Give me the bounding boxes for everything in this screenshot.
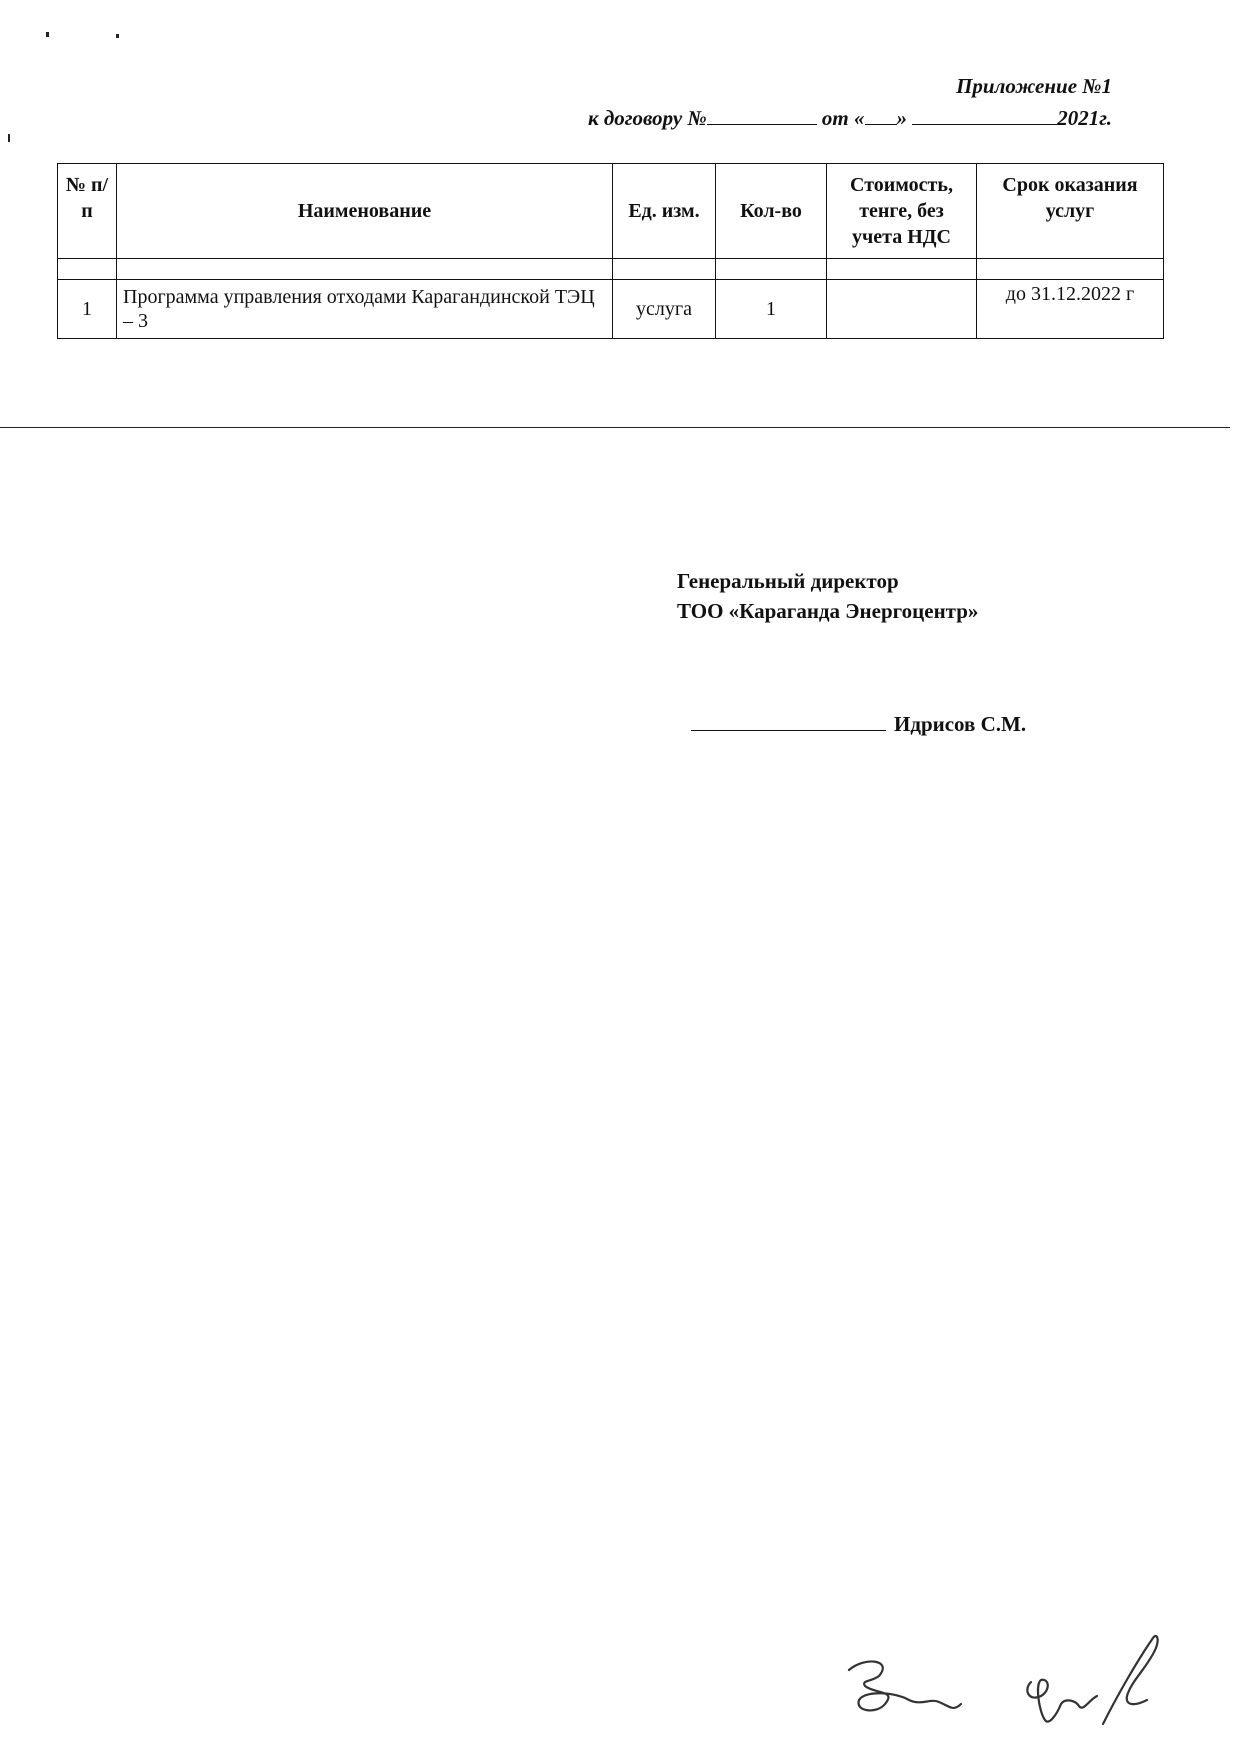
month-blank bbox=[912, 104, 1057, 125]
row-qty: 1 bbox=[716, 280, 827, 339]
header-num: № п/п bbox=[58, 164, 117, 259]
scan-speck bbox=[116, 34, 119, 38]
header-qty: Кол-во bbox=[716, 164, 827, 259]
spacer-cell bbox=[58, 259, 117, 280]
header-term: Срок оказания услуг bbox=[977, 164, 1164, 259]
table-header-row bbox=[58, 164, 1164, 259]
row-unit: услуга bbox=[613, 280, 716, 339]
signatory-name: Идрисов С.М. bbox=[894, 712, 1027, 736]
signatory-position: Генеральный директор bbox=[677, 569, 899, 593]
contract-number-blank bbox=[707, 104, 817, 125]
row-cost bbox=[827, 280, 977, 339]
scan-speck bbox=[8, 134, 10, 142]
header-unit: Ед. изм. bbox=[613, 164, 716, 259]
table-row bbox=[58, 280, 1164, 339]
divider-line bbox=[0, 427, 1230, 428]
spacer-cell bbox=[117, 259, 613, 280]
signatory-block bbox=[677, 566, 978, 626]
row-term: до 31.12.2022 г bbox=[977, 280, 1164, 339]
signature-blank bbox=[691, 710, 886, 731]
header-name: Наименование bbox=[117, 164, 613, 259]
appendix-label: Приложение №1 bbox=[956, 74, 1112, 98]
contract-prefix: к договору № bbox=[587, 106, 707, 130]
contract-year: 2021г. bbox=[1057, 106, 1112, 130]
spacer-cell bbox=[827, 259, 977, 280]
spacer-cell bbox=[613, 259, 716, 280]
scan-speck bbox=[46, 32, 49, 37]
handwritten-initials bbox=[835, 1620, 1195, 1740]
spacer-cell bbox=[977, 259, 1164, 280]
table-spacer-row bbox=[58, 259, 1164, 280]
signature-line bbox=[691, 710, 1026, 737]
header-cost: Стоимость, тенге, без учета НДС bbox=[827, 164, 977, 259]
signatory-company: ТОО «Караганда Энергоцентр» bbox=[677, 599, 979, 623]
day-blank bbox=[865, 104, 897, 125]
from-close: » bbox=[896, 106, 908, 130]
row-name: Программа управления отходами Карагандинской ТЭЦ – 3 bbox=[117, 280, 613, 339]
services-table bbox=[57, 163, 1164, 339]
row-num: 1 bbox=[58, 280, 117, 339]
appendix-title bbox=[956, 74, 1112, 99]
spacer-cell bbox=[716, 259, 827, 280]
from-label: от « bbox=[821, 106, 865, 130]
contract-reference bbox=[588, 104, 1112, 131]
